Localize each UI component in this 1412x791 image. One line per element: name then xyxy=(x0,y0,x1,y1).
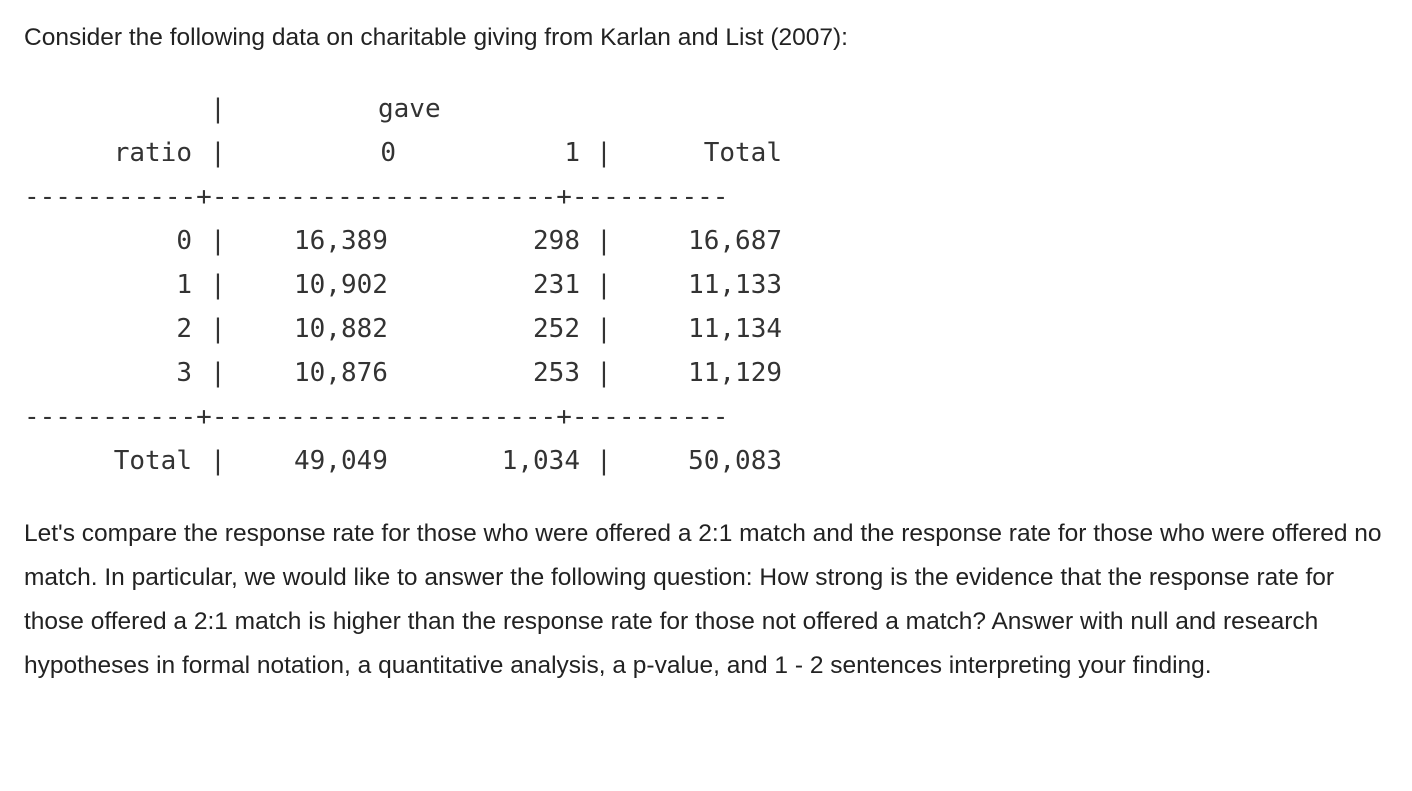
cell-total: 16,687 xyxy=(688,226,782,256)
cell-total: 11,129 xyxy=(688,358,782,388)
table-vbar: | xyxy=(596,446,612,476)
cell-total: 11,133 xyxy=(688,270,782,300)
col-header-1: 1 xyxy=(564,138,580,168)
cell-gave-0: 10,902 xyxy=(294,270,388,300)
table-row xyxy=(24,307,782,351)
table-vbar: | xyxy=(596,314,612,344)
table-vbar: | xyxy=(210,94,226,124)
cell-gave-1: 231 xyxy=(533,270,580,300)
total-row-label: Total xyxy=(113,446,192,476)
cell-gave-1: 252 xyxy=(533,314,580,344)
row-label: 0 xyxy=(176,226,192,256)
col-header-total: Total xyxy=(703,138,782,168)
grand-total: 50,083 xyxy=(688,446,782,476)
cell-gave-0: 10,882 xyxy=(294,314,388,344)
cell-gave-0: 16,389 xyxy=(294,226,388,256)
table-row xyxy=(24,219,782,263)
table-vbar: | xyxy=(210,314,226,344)
table-row xyxy=(24,263,782,307)
cell-gave-1: 298 xyxy=(533,226,580,256)
table-vbar: | xyxy=(210,358,226,388)
table-separator: -----------+----------------------+---------- xyxy=(24,402,729,432)
row-header-ratio: ratio xyxy=(113,138,192,168)
group-header-gave: gave xyxy=(378,94,441,124)
crosstab-table xyxy=(24,87,782,483)
table-vbar: | xyxy=(596,138,612,168)
table-header-group-row xyxy=(24,87,728,131)
table-vbar: | xyxy=(596,270,612,300)
total-gave-1: 1,034 xyxy=(501,446,580,476)
total-gave-0: 49,049 xyxy=(294,446,388,476)
intro-text: Consider the following data on charitable giving from Karlan and List (2007): xyxy=(24,24,848,51)
table-vbar: | xyxy=(210,270,226,300)
row-label: 1 xyxy=(176,270,192,300)
table-separator: -----------+----------------------+---------- xyxy=(24,182,729,212)
table-header-row xyxy=(24,131,782,175)
cell-gave-0: 10,876 xyxy=(294,358,388,388)
table-vbar: | xyxy=(596,358,612,388)
table-vbar: | xyxy=(210,446,226,476)
table-vbar: | xyxy=(596,226,612,256)
table-vbar: | xyxy=(210,226,226,256)
cell-gave-1: 253 xyxy=(533,358,580,388)
row-label: 2 xyxy=(176,314,192,344)
row-label: 3 xyxy=(176,358,192,388)
cell-total: 11,134 xyxy=(688,314,782,344)
table-row xyxy=(24,351,782,395)
table-total-row xyxy=(24,439,782,483)
table-vbar: | xyxy=(210,138,226,168)
question-text: Let's compare the response rate for those who were offered a 2:1 match and the response rate for those who were offered no match. In particular, we would like to answer the following question: How strong is the evidence that the response rate for those offered a 2:1 match is higher than the response rate for those not offered a match? Answer with null and research hypotheses in formal notation, a quantitative analysis, a p-value, and 1 - 2 sentences interpreting your finding. xyxy=(24,520,1382,679)
col-header-0: 0 xyxy=(380,138,396,168)
